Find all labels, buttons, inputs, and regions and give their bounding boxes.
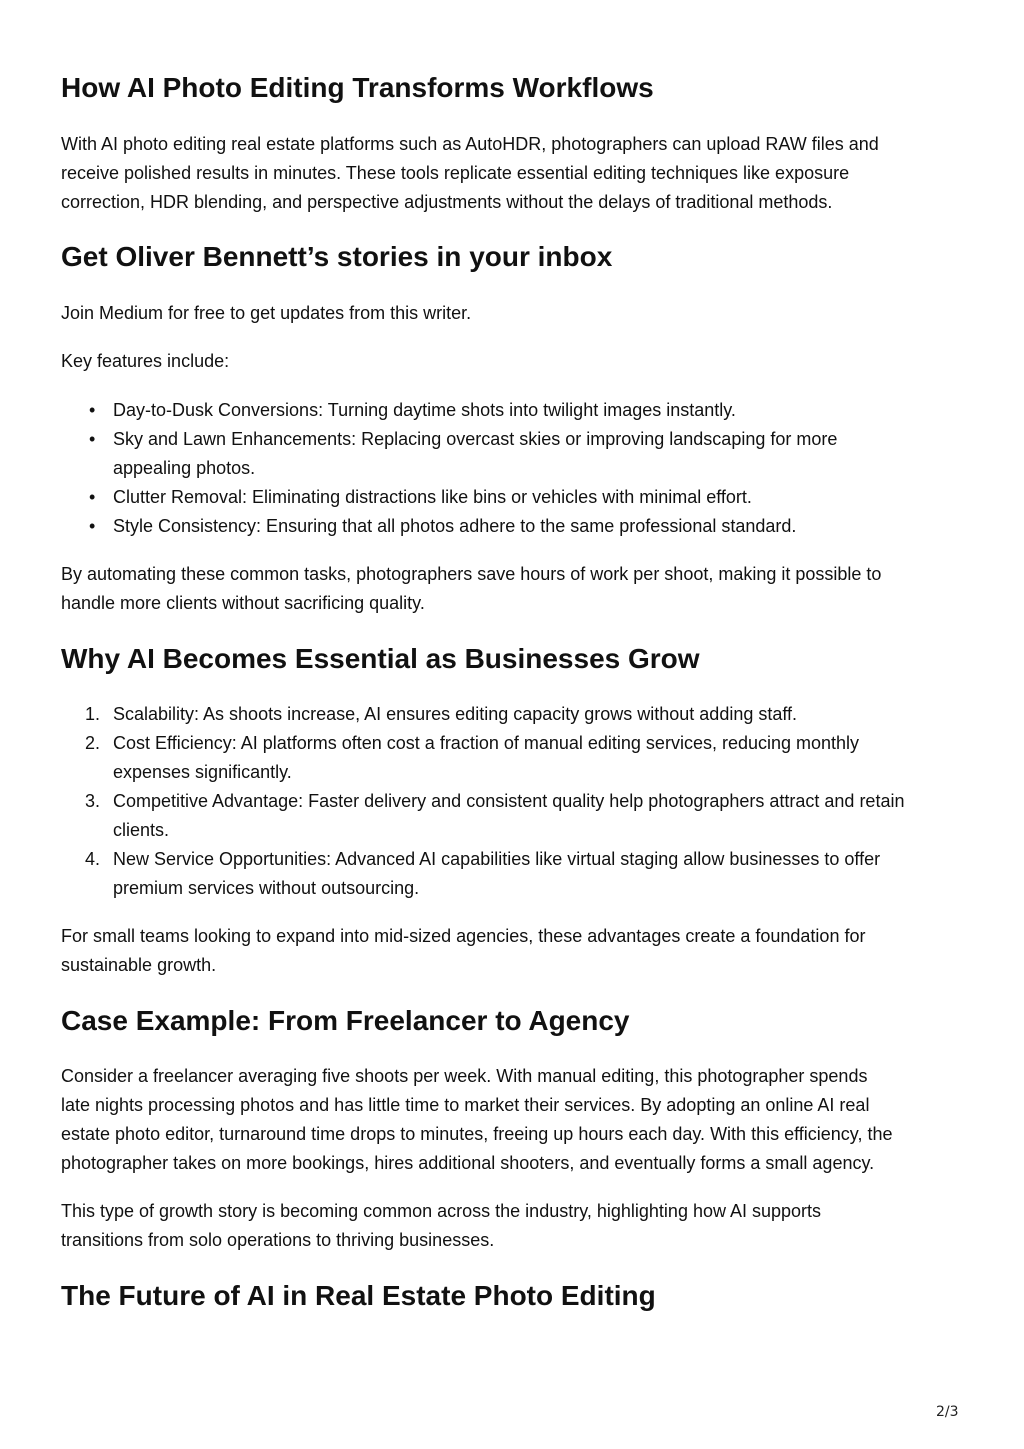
list-number: 4.: [85, 849, 101, 869]
list-item: [61, 425, 837, 483]
text-line: appealing photos.: [113, 458, 256, 478]
text-line: Consider a freelancer averaging five shoots per week. With manual editing, this photographer spends: [61, 1066, 868, 1086]
text-line: photographer takes on more bookings, hires additional shooters, and eventually forms a small agency.: [61, 1153, 875, 1173]
list-number: 1.: [85, 704, 101, 724]
text-line: Scalability: As shoots increase, AI ensures editing capacity grows without adding staff.: [113, 704, 798, 724]
list-item: [61, 483, 837, 512]
text-line: estate photo editor, turnaround time drops to minutes, freeing up hours each day. With this efficiency, the: [61, 1124, 893, 1144]
text-line: With AI photo editing real estate platforms such as AutoHDR, photographers can upload RAW files and: [61, 134, 879, 154]
list-item: [61, 700, 904, 729]
list-item: [61, 787, 904, 845]
paragraph-growth-story: [61, 1197, 821, 1255]
text-line: This type of growth story is becoming common across the industry, highlighting how AI supports: [61, 1201, 822, 1221]
text-line: late nights processing photos and has little time to market their services. By adopting an online AI real: [61, 1095, 870, 1115]
paragraph-join: [61, 299, 471, 328]
text-line: correction, HDR blending, and perspective adjustments without the delays of traditional methods.: [61, 192, 833, 212]
list-item: [61, 729, 904, 787]
list-number: 2.: [85, 733, 101, 753]
list-item: [61, 512, 837, 541]
bullet-icon: •: [89, 429, 96, 449]
text-line: premium services without outsourcing.: [113, 878, 420, 898]
list-item: [61, 396, 837, 425]
paragraph-case: [61, 1062, 892, 1178]
text-line: clients.: [113, 820, 170, 840]
text-line: By automating these common tasks, photographers save hours of work per shoot, making it possible to: [61, 564, 882, 584]
list-number: 3.: [85, 791, 101, 811]
bullet-icon: •: [89, 487, 96, 507]
text-line: Key features include:: [61, 351, 230, 371]
text-line: expenses significantly.: [113, 762, 292, 782]
paragraph-intro: [61, 130, 879, 217]
heading-workflows: How AI Photo Editing Transforms Workflows: [61, 72, 654, 103]
text-line: Day-to-Dusk Conversions: Turning daytime shots into twilight images instantly.: [113, 400, 736, 420]
heading-case-example: Case Example: From Freelancer to Agency: [61, 1005, 630, 1036]
text-line: New Service Opportunities: Advanced AI capabilities like virtual staging allow businesses to offer: [113, 849, 881, 869]
page-number: 2/3: [936, 1404, 959, 1420]
text-line: sustainable growth.: [61, 955, 217, 975]
text-line: Clutter Removal: Eliminating distractions like bins or vehicles with minimal effort.: [113, 487, 752, 507]
text-line: Sky and Lawn Enhancements: Replacing overcast skies or improving landscaping for more: [113, 429, 838, 449]
text-line: Join Medium for free to get updates from this writer.: [61, 303, 472, 323]
reasons-list: [61, 700, 904, 903]
heading-newsletter: Get Oliver Bennett’s stories in your inbox: [61, 241, 613, 272]
paragraph-key-features: [61, 347, 229, 376]
heading-future: The Future of AI in Real Estate Photo Editing: [61, 1280, 656, 1311]
text-line: Cost Efficiency: AI platforms often cost a fraction of manual editing services, reducing monthly: [113, 733, 860, 753]
text-line: For small teams looking to expand into mid-sized agencies, these advantages create a foundation for: [61, 926, 866, 946]
text-line: receive polished results in minutes. These tools replicate essential editing techniques like exposure: [61, 163, 850, 183]
paragraph-small-teams: [61, 922, 865, 980]
text-line: transitions from solo operations to thriving businesses.: [61, 1230, 495, 1250]
text-line: Competitive Advantage: Faster delivery and consistent quality help photographers attract and retain: [113, 791, 905, 811]
paragraph-automating: [61, 560, 881, 618]
text-line: Style Consistency: Ensuring that all photos adhere to the same professional standard.: [113, 516, 797, 536]
bullet-icon: •: [89, 516, 96, 536]
features-list: [61, 396, 837, 541]
list-item: [61, 845, 904, 903]
bullet-icon: •: [89, 400, 96, 420]
heading-why-ai: Why AI Becomes Essential as Businesses Grow: [61, 643, 700, 674]
text-line: handle more clients without sacrificing quality.: [61, 593, 425, 613]
